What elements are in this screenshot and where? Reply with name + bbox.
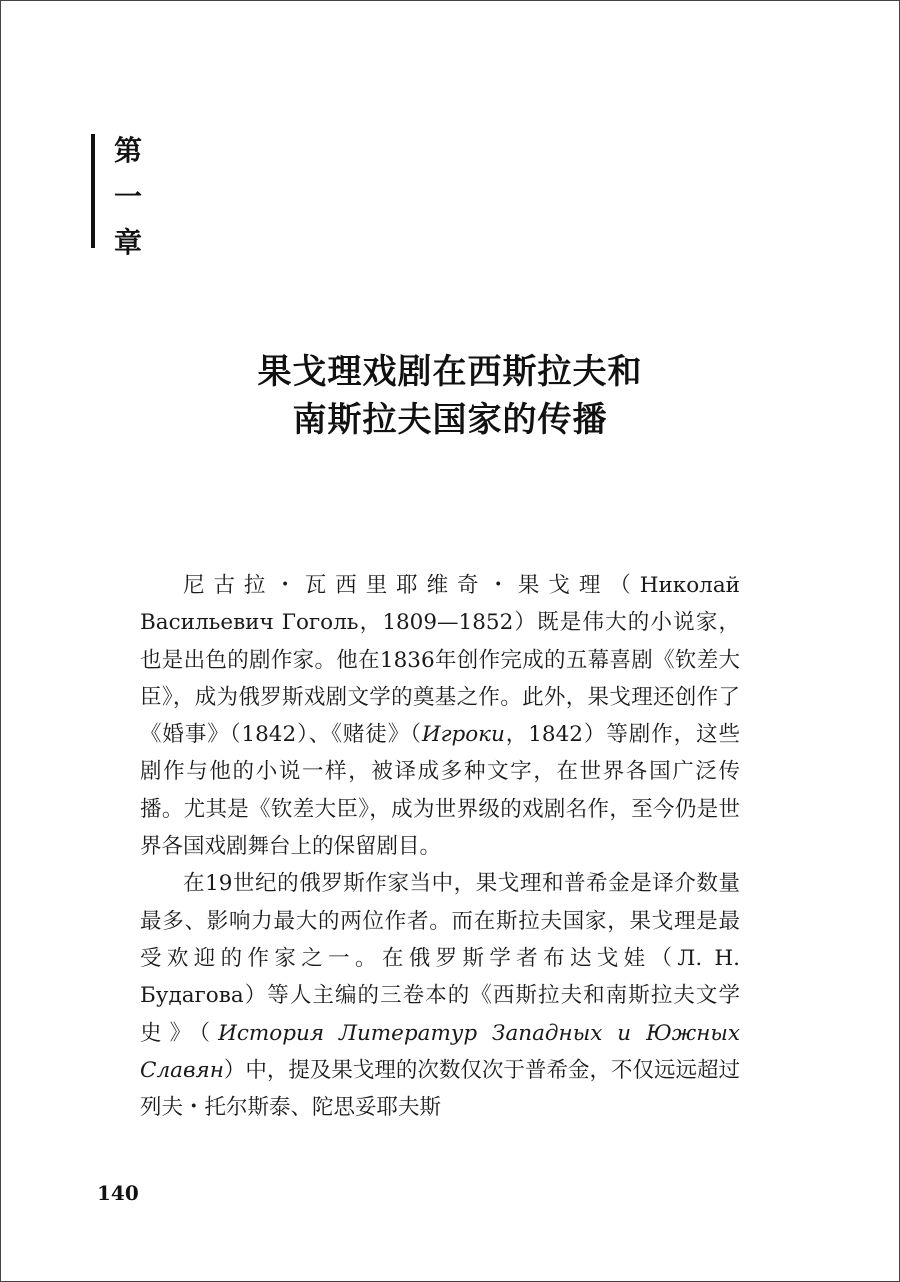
text-run-italic: Игроки (421, 722, 505, 748)
text-run: 在19世纪的俄罗斯作家当中，果戈理和普希金是译介数量最多、影响力最大的两位作者。而在斯拉夫国家，果戈理是最受欢迎的作家之一。在俄罗斯学者布达戈娃（Л. Н. Будагова）等人主编的三卷本的《西斯拉夫和南斯拉夫文学史》（ (140, 871, 740, 1046)
page-number: 140 (97, 1181, 139, 1205)
text-run: ）中，提及果戈理的次数仅次于普希金，不仅远远超过列夫・托尔斯泰、陀思妥耶夫斯 (140, 1057, 740, 1121)
text-run-italic: История Литератур Западных и Южных Славян (140, 1020, 740, 1083)
chapter-label (112, 128, 144, 266)
chapter-title-line: 果戈理戏剧在西斯拉夫和 (257, 352, 643, 392)
chapter-rule (91, 134, 95, 248)
text-run: 尼古拉・瓦西里耶维奇・果戈理（Николай Васильевич Гоголь，1809—1852）既是伟大的小说家，也是出色的剧作家。他在1836年创作完成的五幕喜剧《钦差大臣》，成为俄罗斯戏剧文学的奠基之作。此外，果戈理还创作了《婚事》（1842）、《赌徒》（ (140, 573, 740, 748)
paragraph (140, 567, 740, 865)
chapter-label-char: 第 (113, 134, 142, 167)
chapter-title-line: 南斯拉夫国家的传播 (292, 400, 608, 440)
text-run: ，1842）等剧作，这些剧作与他的小说一样，被译成多种文字，在世界各国广泛传播。尤其是《钦差大臣》，成为世界级的戏剧名作，至今仍是世界各国戏剧舞台上的保留剧目。 (140, 722, 740, 860)
chapter-label-char: 章 (113, 226, 142, 259)
body-text (140, 567, 740, 1126)
chapter-title (0, 348, 900, 444)
chapter-label-char: 一 (113, 180, 142, 213)
paragraph (140, 865, 740, 1126)
